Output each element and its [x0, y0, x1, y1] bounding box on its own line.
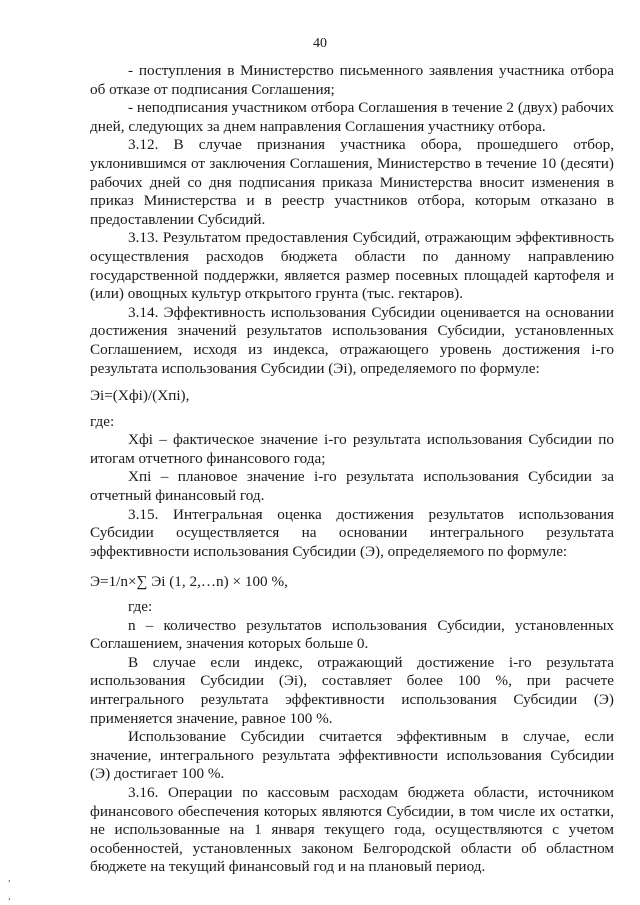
- paragraph: 3.12. В случае признания участника обора, прошедшего отбор, уклонившимся от заключения Соглашения, Министерство в течение 10 (десяти) рабочих дней со дня подписания приказа Министерства вносит изменения в приказ Министерства и в реестр участников отбора, которым отказано в предоставлении Субсидий.: [90, 136, 614, 228]
- where-label: где:: [128, 598, 153, 616]
- where-label: где:: [90, 412, 115, 430]
- definition: Xпi – плановое значение i-го результата использования Субсидии за отчетный финансовый год.: [90, 468, 614, 505]
- definition: Xфi – фактическое значение i-го результата использования Субсидии по итогам отчетного финансового года;: [90, 431, 614, 467]
- paragraph: 3.13. Результатом предоставления Субсидий, отражающим эффективность осуществления расходов бюджета области по данному направлению государственной поддержки, является размер посевных площадей картофеля и (или) овощных культур открытого грунта (тыс. гектаров).: [90, 229, 614, 303]
- paragraph: - поступления в Министерство письменного заявления участника отбора об отказе от подписания Соглашения;: [90, 62, 614, 98]
- paragraph: - неподписания участником отбора Соглашения в течение 2 (двух) рабочих дней, следующих за днем направления Соглашения участнику отбора.: [90, 99, 614, 135]
- definition: n – количество результатов использования Субсидии, установленных Соглашением, значения которых больше 0.: [90, 616, 614, 653]
- paragraph: 3.14. Эффективность использования Субсидии оценивается на основании достижения значений результатов использования Субсидии, установленных Соглашением, исходя из индекса, отражающего уровень достижения i-го результата использования Субсидии (Эi), определяемого по формуле:: [90, 303, 614, 377]
- page-number: 40: [313, 36, 327, 51]
- paragraph: 3.15. Интегральная оценка достижения результатов использования Субсидии осуществляется на основании интегрального результата эффективности использования Субсидии (Э), определяемого по формуле:: [90, 505, 614, 560]
- document-body: [90, 62, 614, 877]
- paragraph: В случае если индекс, отражающий достижение i-го результата использования Субсидии (Эi), составляет более 100 %, при расчете интегрального результата эффективности использования Субсидии (Э) применяется значение, равное 100 %.: [90, 653, 614, 727]
- scan-edge-mark: ,: [8, 872, 11, 884]
- paragraph: 3.16. Операции по кассовым расходам бюджета области, источником финансового обеспечения которых являются Субсидии, в том числе их остатки, не использованные на 1 января текущего года, осуществляются с учетом особенностей, установленных законом Белгородской области об областном бюджете на текущий финансовый год и на плановый период.: [90, 783, 614, 876]
- formula-index: Эi=(Xфi)/(Xпi),: [90, 387, 190, 405]
- formula-integral: Э=1/n×∑ Эi (1, 2,…n) × 100 %,: [90, 573, 288, 591]
- paragraph: Использование Субсидии считается эффективным в случае, если значение, интегрального результата эффективности использования Субсидии (Э) достигает 100 %.: [90, 728, 614, 783]
- scan-edge-mark: ,: [8, 890, 11, 902]
